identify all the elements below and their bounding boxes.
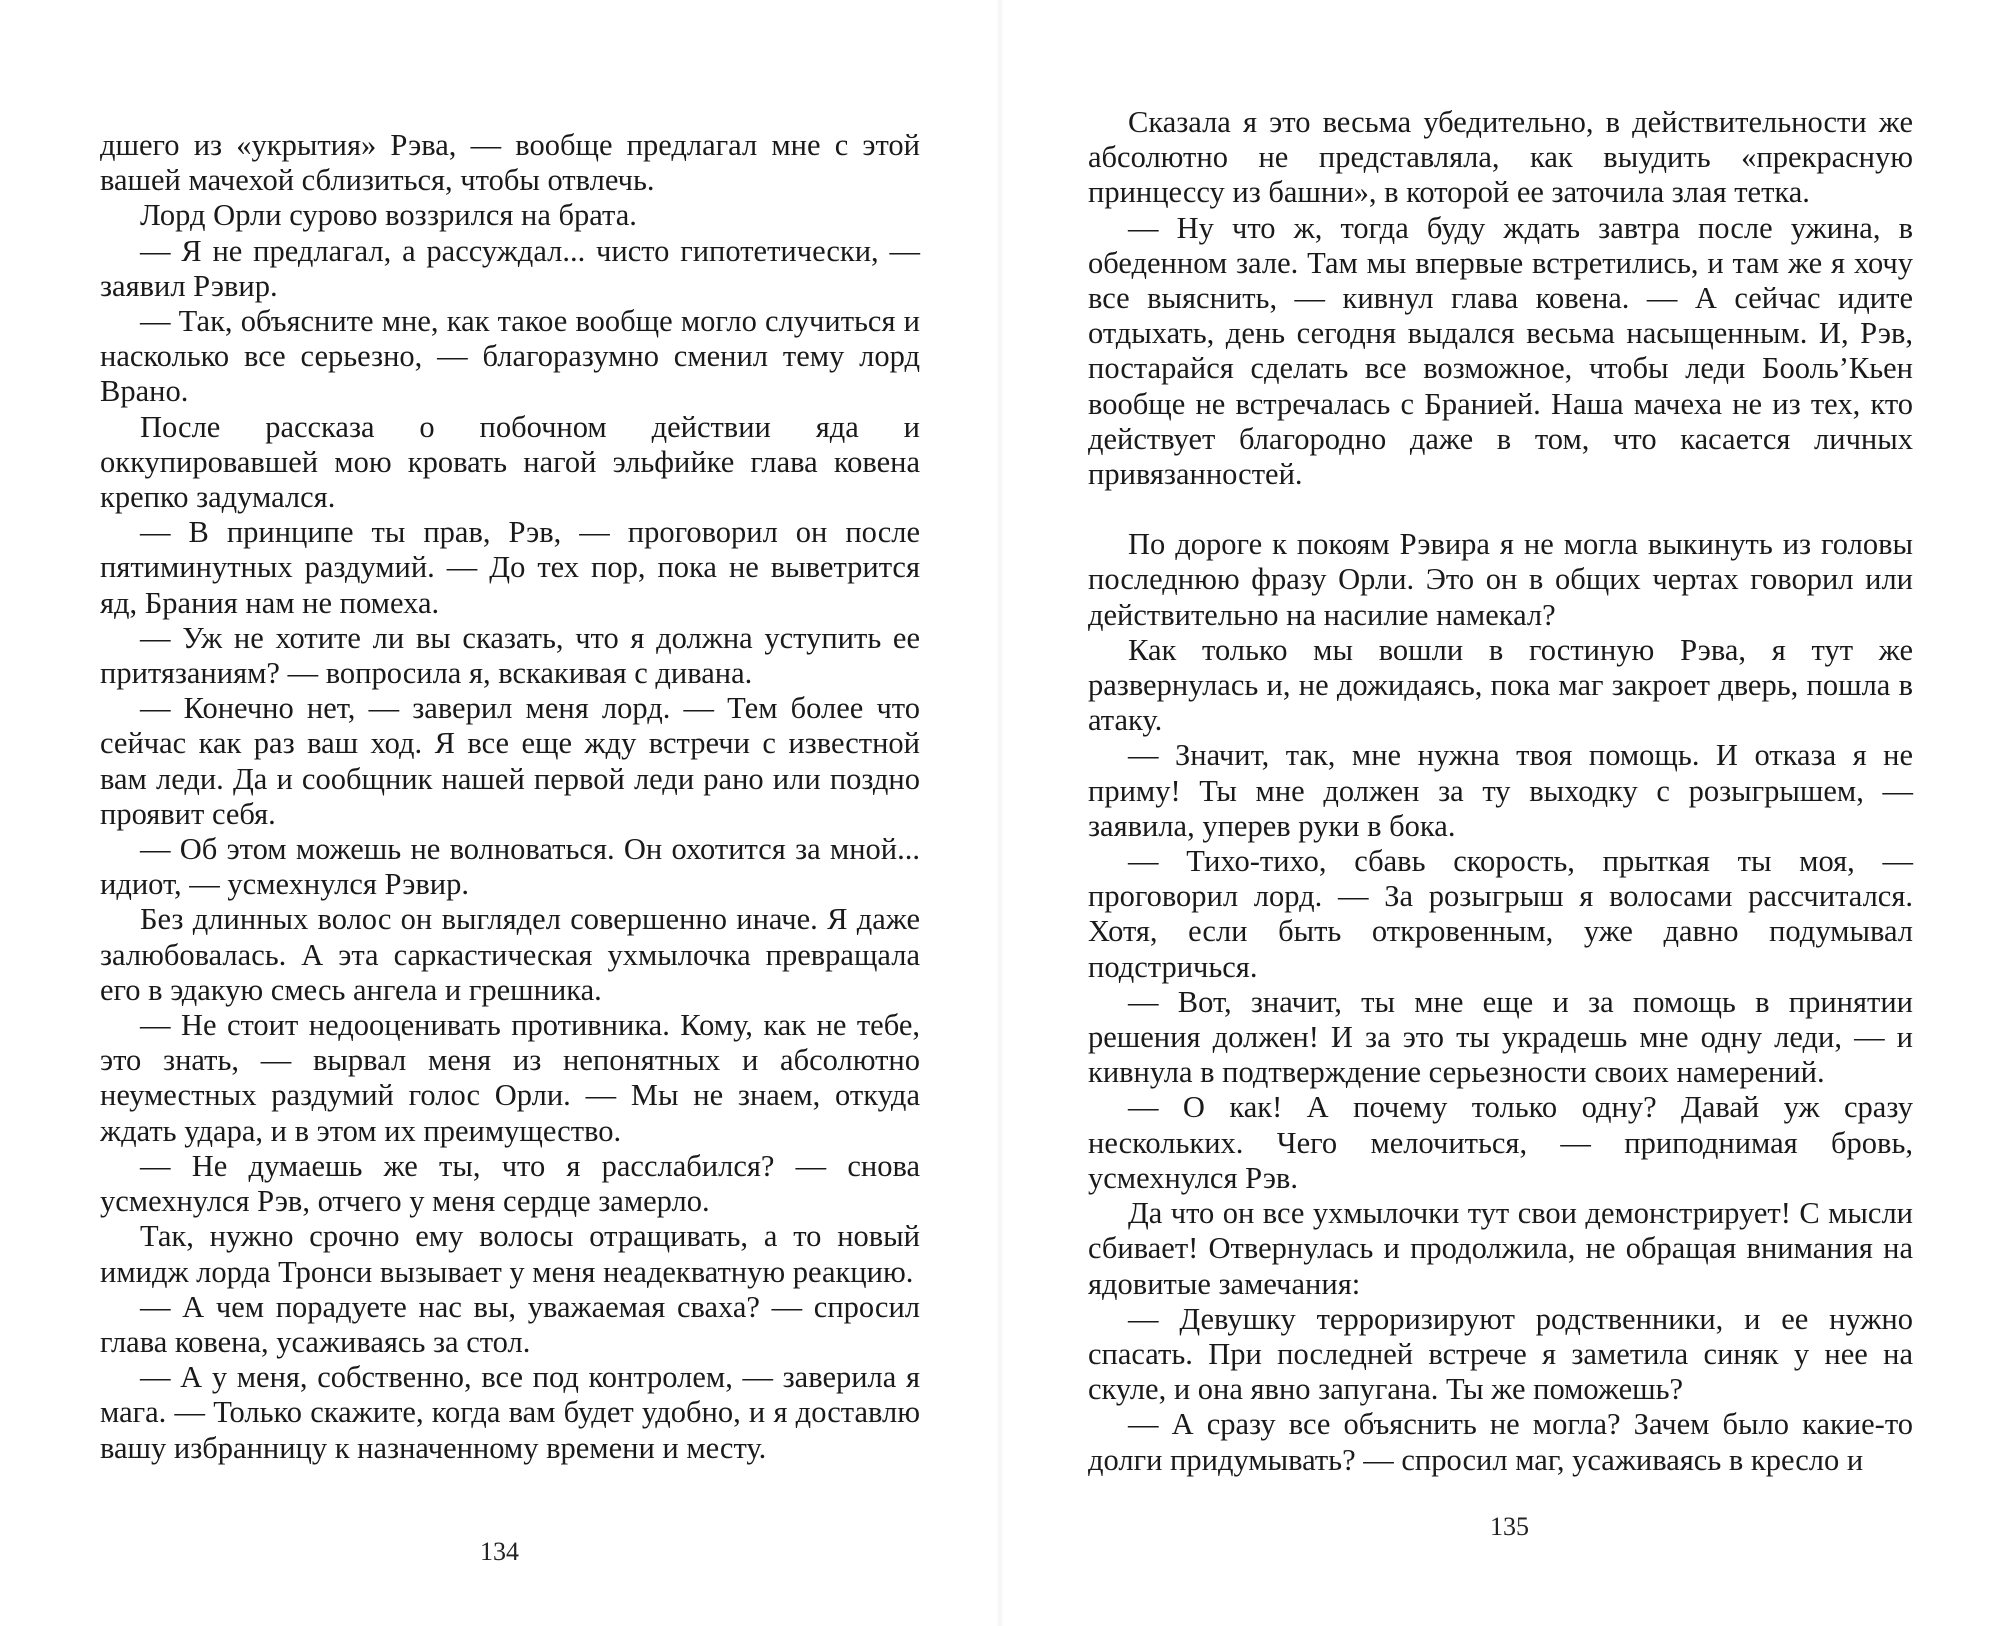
page-number: 135 [1490,1512,1529,1541]
paragraph: Лорд Орли сурово воззрился на брата. [140,198,637,233]
paragraph: дшего из «укрытия» Рэва, — вообще предлагал мне с этой вашей мачехой сблизиться, чтобы отвлечь. [100,128,920,198]
left-page-text [100,128,920,1466]
paragraph: — В принципе ты прав, Рэв, — проговорил он после пятиминутных раздумий. — До тех пор, пока не выветрится яд, Брания нам не помеха. [100,515,920,620]
paragraph: — Не стоит недооценивать противника. Кому, как не тебе, это знать, — вырвал меня из непонятных и абсолютно неуместных раздумий голос Орли. — Мы не знаем, откуда ждать удара, и в этом их преимущество. [100,1008,920,1148]
page-number: 134 [480,1537,519,1566]
paragraph: — Значит, так, мне нужна твоя помощь. И отказа я не приму! Ты мне должен за ту выходку с розыгрышем, — заявила, уперев руки в бока. [1088,738,1913,843]
paragraph: — Девушку терроризируют родственники, и ее нужно спасать. При последней встрече я заметила синяк у нее на скуле, и она явно запугана. Ты же поможешь? [1088,1301,1913,1407]
paragraph: Сказала я это весьма убедительно, в действительности же абсолютно не представляла, как выудить «прекрасную принцессу из башни», в которой ее заточила злая тетка. [1088,105,1913,210]
paragraph: Так, нужно срочно ему волосы отращивать, а то новый имидж лорда Тронси вызывает у меня неадекватную реакцию. [100,1219,920,1289]
paragraph: — О как! А почему только одну? Давай уж сразу нескольких. Чего мелочиться, — приподнимая бровь, усмехнулся Рэв. [1088,1090,1913,1195]
paragraph: Как только мы вошли в гостиную Рэва, я тут же развернулась и, не дожидаясь, пока маг закроет дверь, пошла в атаку. [1088,632,1913,738]
paragraph: — Так, объясните мне, как такое вообще могло случиться и насколько все серьезно, — благоразумно сменил тему лорд Врано. [100,304,920,409]
paragraph: По дороге к покоям Рэвира я не могла выкинуть из головы последнюю фразу Орли. Это он в общих чертах говорил или действительно на насилие намекал? [1088,527,1913,632]
right-page-text [1088,105,1913,1478]
paragraph: Без длинных волос он выглядел совершенно иначе. Я даже залюбовалась. А эта саркастическая ухмылочка превращала его в эдакую смесь ангела и грешника. [100,902,920,1007]
paragraph: — Конечно нет, — заверил меня лорд. — Тем более что сейчас как раз ваш ход. Я все еще жду встречи с известной вам леди. Да и сообщник нашей первой леди рано или поздно проявит себя. [100,691,920,831]
right-page [1000,0,2000,1626]
paragraph: — Об этом можешь не волноваться. Он охотится за мной... идиот, — усмехнулся Рэвир. [100,832,920,902]
paragraph: — А чем порадуете нас вы, уважаемая сваха? — спросил глава ковена, усаживаясь за стол. [100,1289,920,1359]
paragraph: После рассказа о побочном действии яда и оккупировавшей мою кровать нагой эльфийке глава ковена крепко задумался. [100,409,920,515]
paragraph: — Я не предлагал, а рассуждал... чисто гипотетически, — заявил Рэвир. [100,233,920,303]
paragraph: — А у меня, собственно, все под контролем, — заверила я мага. — Только скажите, когда вам будет удобно, и я доставлю вашу избранницу к назначенному времени и месту. [100,1360,920,1465]
paragraph: — Ну что ж, тогда буду ждать завтра после ужина, в обеденном зале. Там мы впервые встретились, и там же я хочу все выяснить, — кивнул глава ковена. — А сейчас идите отдыхать, день сегодня выдался весьма насыщенным. И, Рэв, постарайся сделать все возможное, чтобы леди Бооль’Кьен вообще не встречалась с Бранией. Наша мачеха не из тех, кто действует благородно даже в том, что касается личных привязанностей. [1088,210,1913,492]
paragraph: — Тихо-тихо, сбавь скорость, прыткая ты моя, — проговорил лорд. — За розыгрыш я волосами рассчитался. Хотя, если быть откровенным, уже давно подумывал подстричься. [1088,844,1913,984]
paragraph: Да что он все ухмылочки тут свои демонстрирует! С мысли сбивает! Отвернулась и продолжила, не обращая внимания на ядовитые замечания: [1088,1196,1913,1301]
paragraph: — Вот, значит, ты мне еще и за помощь в принятии решения должен! И за это ты украдешь мне одну леди, — и кивнула в подтверждение серьезности своих намерений. [1088,984,1913,1090]
paragraph: — Уж не хотите ли вы сказать, что я должна уступить ее притязаниям? — вопросила я, вскакивая с дивана. [100,620,920,691]
paragraph: — А сразу все объяснить не могла? Зачем было какие-то долги придумывать? — спросил маг, усаживаясь в кресло и [1088,1407,1913,1477]
paragraph: — Не думаешь же ты, что я расслабился? — снова усмехнулся Рэв, отчего у меня сердце замерло. [100,1148,920,1219]
